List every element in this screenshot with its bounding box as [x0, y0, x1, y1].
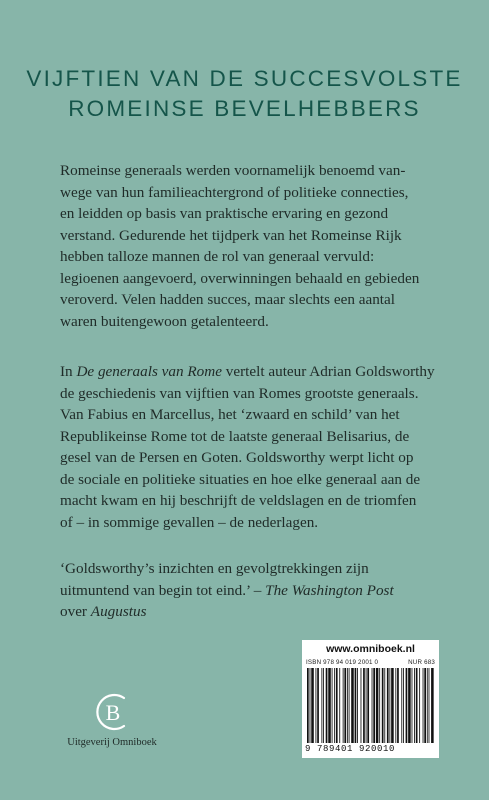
barcode-bar [379, 668, 380, 743]
barcode-bar [355, 668, 357, 743]
blurb-line: de geschiedenis van vijftien van Romes grootste generaals. [60, 384, 419, 402]
barcode-bar [361, 668, 362, 743]
barcode-bar [389, 668, 390, 743]
blurb-line: veroverd. Velen hadden succes, maar slechts een aantal [60, 291, 395, 308]
blurb-line: of – in sommige gevallen – de nederlagen. [60, 513, 319, 531]
publisher-logo [52, 690, 172, 748]
barcode-bar [412, 668, 413, 743]
barcode-bar [351, 668, 354, 743]
barcode-bar [382, 668, 384, 743]
quote-line [60, 580, 440, 602]
barcode-bar [391, 668, 394, 743]
barcode-bar [376, 668, 379, 743]
barcode-bar [397, 668, 399, 743]
blurb-line: wege van hun familieachtergrond of politieke connecties, [60, 183, 409, 201]
barcode-bar [424, 668, 426, 743]
barcode-bar [326, 668, 328, 743]
barcode-bar [357, 668, 358, 743]
barcode-bar [373, 668, 375, 743]
logo-letter: B [105, 700, 121, 725]
blurb-line: Republikeinse Rome tot de laatste generaal Belisarius, de [60, 427, 410, 445]
barcode-bar [334, 668, 335, 743]
barcode-bar [307, 668, 309, 743]
barcode-bar [384, 668, 385, 743]
barcode-bar [336, 668, 338, 743]
barcode-bar [344, 668, 346, 743]
barcode-bar [387, 668, 389, 743]
barcode-bar [414, 668, 415, 743]
line-suffix: vertelt auteur Adrian Goldsworthy [221, 363, 435, 380]
barcode-bar [403, 668, 404, 743]
omniboek-logo-icon [90, 690, 134, 734]
barcode-bar [343, 668, 344, 743]
blurb-paragraph-2 [60, 361, 440, 533]
barcode-bar [347, 668, 348, 743]
barcode-bar [332, 668, 333, 743]
barcode-bar [311, 668, 314, 743]
blurb-line: gesel van de Persen en Goten. Goldsworthy werpt licht op [60, 449, 414, 466]
barcode-bar [427, 668, 428, 743]
barcode-bar [429, 668, 430, 743]
barcode-bar [395, 668, 396, 743]
barcode-digits: 9 789401 920010 [305, 744, 396, 754]
blurb-line [60, 361, 440, 383]
barcode-bar [367, 668, 369, 743]
barcode-icon [307, 668, 434, 743]
barcode-bar [317, 668, 319, 743]
barcode-bar [366, 668, 367, 743]
barcode-bar [419, 668, 420, 743]
book-title: De generaals van Rome [76, 363, 222, 380]
quote-text: uitmuntend van begin tot eind.’ – [60, 581, 266, 599]
publisher-url: www.omniboek.nl [326, 643, 415, 655]
barcode-bar [372, 668, 373, 743]
publisher-name: Uitgeverij Omniboek [67, 737, 157, 748]
barcode-bar [316, 668, 317, 743]
blurb-line: en leidden op basis van praktische ervaring en gezond [60, 205, 389, 222]
barcode-bar [401, 668, 402, 743]
line-prefix: In [60, 363, 77, 380]
barcode-bar [363, 668, 365, 743]
barcode-bar [431, 668, 434, 743]
heading-line-2: ROMEINSE BEVELHEBBERS [68, 96, 421, 121]
blurb-line: Romeinse generaals werden voornamelijk benoemd van- [60, 162, 406, 179]
heading-line-1: VIJFTIEN VAN DE SUCCESVOLSTE [26, 66, 463, 91]
blurb-line: waren buitengewoon getalenteerd. [60, 312, 269, 330]
quote-source: The Washington Post [265, 581, 394, 599]
barcode-bar [408, 668, 411, 743]
blurb-line: de sociale en politieke situaties en hoe elke generaal aan de [60, 470, 421, 488]
blurb-line: verstand. Gedurende het tijdperk van het Romeinse Rijk [60, 226, 402, 244]
barcode-bar [321, 668, 322, 743]
barcode-bar [310, 668, 311, 743]
blurb-line: Van Fabius en Marcellus, het ‘zwaard en schild’ van het [60, 406, 400, 423]
blurb-paragraph-1 [60, 160, 440, 332]
barcode-bar [406, 668, 408, 743]
review-quote [60, 558, 440, 623]
barcode-bar [416, 668, 418, 743]
barcode-bar [339, 668, 340, 743]
isbn-text: ISBN 978 94 019 2001 0 [306, 659, 379, 666]
cover-heading [0, 64, 489, 124]
barcode-panel [302, 640, 439, 758]
blurb-line: hebben talloze mannen de rol van generaal vervuld: [60, 248, 375, 265]
nur-code: NUR 683 [408, 659, 435, 666]
barcode-bar [349, 668, 350, 743]
blurb-line: macht kwam en hij beschrijft de veldslagen en de triomfen [60, 492, 417, 509]
barcode-bar [328, 668, 331, 743]
barcode-bar [423, 668, 424, 743]
quote-book: Augustus [90, 603, 147, 620]
quote-line [60, 601, 440, 623]
isbn-line [306, 659, 435, 666]
quote-line: ‘Goldsworthy’s inzichten en gevolgtrekkingen zijn [60, 560, 369, 577]
blurb-line: legioenen aangevoerd, overwinningen behaald en gebieden [60, 269, 420, 287]
quote-prefix: over [60, 603, 91, 620]
barcode-bar [323, 668, 324, 743]
